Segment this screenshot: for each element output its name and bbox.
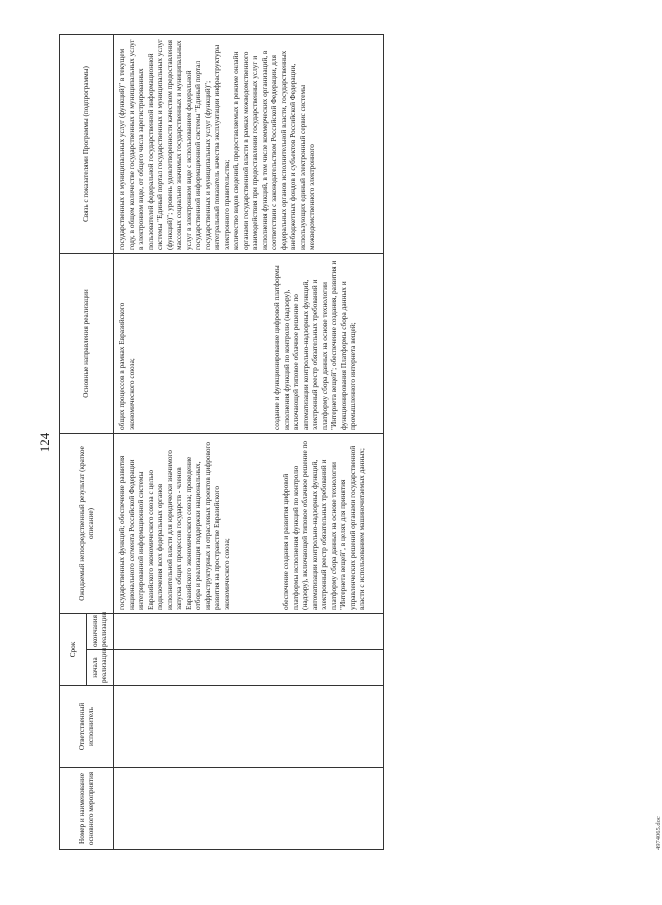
document-id: 4974065.doc (655, 816, 662, 850)
cell-main-directions (114, 253, 384, 433)
directions-text-1: общих процессов в рамках Евразийского экономического союза; (117, 302, 136, 430)
program-table (59, 34, 384, 850)
header-number-name: Номер и наименование основного мероприятия (60, 768, 114, 850)
header-expected-result: Ожидаемый непосредственный результат (краткое описание) (60, 433, 114, 613)
cell-expected-result (114, 433, 384, 613)
result-text-1: государственных функций; обеспечение развития национального сегмента Российской Федерации интегрированной информационной системы Евразийского экономического союза с целью подключения всех федеральных органов исполнительной власти для юридически значимого запуска общих процессов государств - членов Евразийского экономического союза; проведение отбора и реализация поддержки национальных, инфраструктурных и отраслевых проектов цифрового развития на пространстве Евразийского экономического союза; (117, 442, 231, 610)
link-text-1: государственных и муниципальных услуг (функций)" в текущем году, в общем количестве государственных и муниципальных услуг в электронном виде, от общего числа зарегистрированных пользователей федеральной государственной информационной системы "Единый портал государственных и муниципальных услуг (функций)"; уровень удовлетворенности качеством предоставления массовых социально значимых государственных и муниципальных услуг в электронном виде с использованием федеральной государственной информационной системы "Единый портал государственных и муниципальных услуг (функций)"; интегральный показатель качества эксплуатации инфраструктуры электронного правительства; (117, 39, 231, 250)
header-srok: Срок (60, 613, 87, 685)
cell-indicator-link (114, 34, 384, 253)
directions-text-2: создание и функционирование цифровой платформы исполнения функций по контролю (надзору), включающей типовое облачное решение по автоматизации контрольно-надзорных функций, электронный реестр обязательных требований и платформу сбора данных на основе технологии "Интернета вещей"; обеспечение создания, развития и функционирования Платформы сбора данных и промышленного интернета вещей; (272, 260, 357, 430)
cell-number-name (114, 768, 384, 850)
header-main-directions: Основные направления реализации (60, 253, 114, 433)
link-text-2: количество видов сведений, предоставляемых в режиме онлайн органами государственной власти в рамках межведомственного взаимодействия при предоставлении государственных услуг и исполнения функций, в том числе коммерческих организаций, в соответствии с законодательством Российской Федерации, для федеральных органов исполнительной власти, государственных внебюджетных фондов и субъектов Российской Федерации, использующих единый электронный сервис системы межведомственного электронного (231, 50, 316, 250)
page-number: 124 (37, 432, 52, 453)
header-start: начала реализации (87, 650, 114, 686)
cell-end (114, 613, 384, 649)
header-end: окончания реализации (87, 613, 114, 649)
rotated-page (37, 35, 662, 850)
table-row (114, 34, 384, 849)
header-indicator-link: Связь с показателями Программы (подпрограммы) (60, 34, 114, 253)
header-executor: Ответственный исполнитель (60, 686, 114, 768)
cell-start (114, 650, 384, 686)
cell-executor (114, 686, 384, 768)
result-text-2: обеспечение создания и развития цифровой платформы исполнения функций по контролю (надзору), включающей типовое облачное решение по автоматизации контрольно-надзорных функций, электронный реестр обязательных требований и платформу сбора данных на основе технологии "Интернета вещей", в целях для принятия управленческих решений органами государственной власти с использованием машиночитаемых данных; (281, 440, 366, 610)
